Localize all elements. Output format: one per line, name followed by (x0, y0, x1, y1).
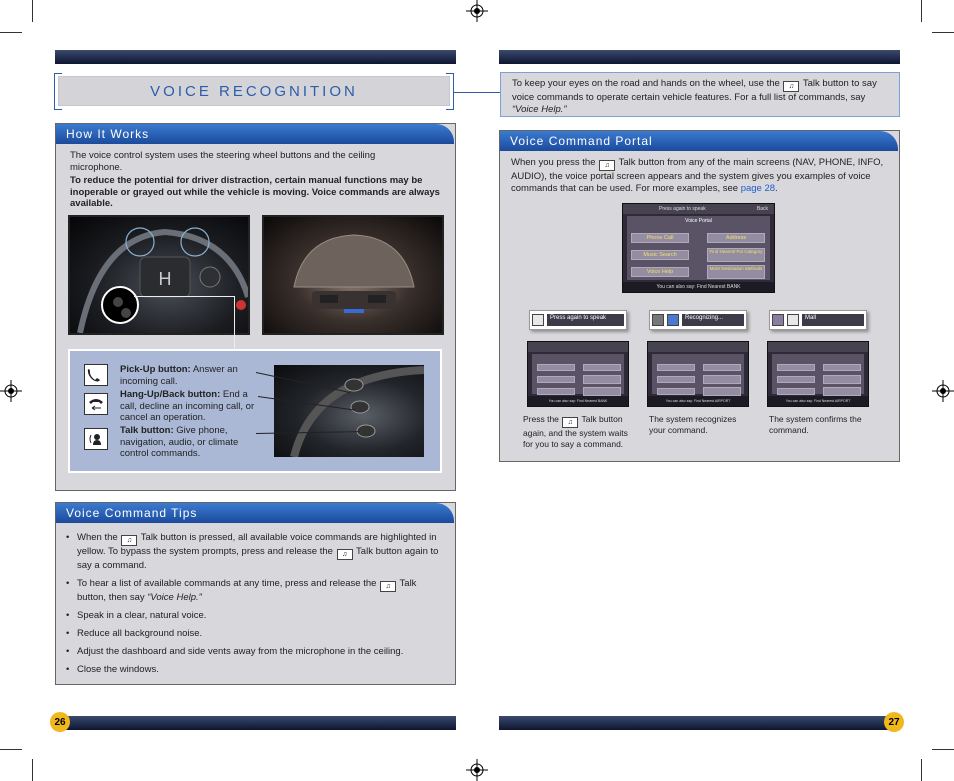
talk-label: Talk button: (120, 425, 174, 436)
page-number-left: 26 (50, 712, 70, 732)
connector-line (454, 92, 500, 93)
voice-option (583, 364, 621, 371)
pick-up-label: Pick-Up button: (120, 364, 191, 375)
intro-text-part: Talk button to say voice commands to operate certain vehicle features. For a full list of commands, say (512, 78, 877, 103)
voice-option (823, 364, 861, 371)
portal-text: When you press the (511, 157, 596, 168)
screen-footer: You can also say: Find Nearest BANK (623, 282, 774, 292)
list-item: • Adjust the dashboard and side vents away from the microphone in the ceiling. (66, 646, 444, 658)
screen-header (623, 204, 774, 214)
voice-option (583, 375, 621, 384)
pick-up-description (120, 364, 255, 387)
talk-description (120, 425, 256, 460)
crop-mark (932, 32, 954, 33)
voice-command-tips-tab: Voice Command Tips (56, 503, 454, 523)
crop-mark (32, 759, 33, 781)
voice-option (823, 387, 861, 396)
hint-bar (649, 310, 747, 330)
talk-icon (532, 314, 544, 326)
caption-text: Talk button again, and the system waits for you to say a command. (523, 414, 628, 449)
hang-up-label: Hang-Up/Back button: (120, 389, 221, 400)
pick-up-button-icon (84, 364, 108, 386)
intro-box (500, 72, 900, 117)
pick-up-phone-icon (87, 367, 105, 383)
voice-option (777, 364, 815, 371)
list-item: • Reduce all background noise. (66, 628, 444, 640)
steering-wheel-illustration (70, 217, 248, 333)
voice-option[interactable]: Phone Call (631, 233, 689, 243)
registration-mark-icon (0, 380, 22, 402)
screen-title: Voice Portal (685, 218, 712, 224)
header-bar-right (499, 50, 900, 64)
portal-text: Talk button from any of the main screens (NAV, PHONE, INFO, AUDIO), the voice portal screen appears and the system gives you examples of voice commands that can be used. For more examples, see (511, 157, 884, 194)
tip-quote: “Voice Help.” (147, 592, 202, 603)
hang-up-description (120, 389, 258, 424)
hang-up-back-icon (87, 396, 105, 412)
registration-mark-icon (466, 759, 488, 781)
hint-bar (529, 310, 627, 330)
step-screen (647, 341, 749, 407)
list-item: • Speak in a clear, natural voice. (66, 610, 444, 622)
list-item (66, 532, 444, 572)
tip-text: Talk button again to say a command. (77, 546, 439, 571)
tip-text: When the (77, 532, 118, 543)
registration-mark-icon (466, 0, 488, 22)
voice-option (537, 364, 575, 371)
steering-buttons-callout (68, 349, 442, 473)
crop-mark (0, 749, 22, 750)
intro-quote: “Voice Help.” (512, 103, 567, 115)
crop-mark (932, 749, 954, 750)
how-it-works-paragraph: The voice control system uses the steering wheel buttons and the ceiling microphone. (70, 150, 376, 173)
list-item (66, 578, 444, 604)
screen-body (627, 216, 770, 280)
crop-mark (32, 0, 33, 22)
talk-icon: ♫ (380, 581, 396, 592)
voice-command-portal-tab: Voice Command Portal (500, 131, 898, 151)
hint-field: Mall (802, 314, 864, 326)
talk-icon (87, 431, 105, 447)
tip-text: Talk button is pressed, all available voice commands are highlighted in yellow. To bypass the system prompts, press and release the (77, 532, 437, 557)
crop-mark (921, 759, 922, 781)
step-caption: The system recognizes your command. (649, 414, 737, 435)
voice-option (657, 388, 695, 395)
intro-text-part: To keep your eyes on the road and hands on the wheel, use the (512, 78, 780, 89)
screen-body (652, 354, 744, 394)
overhead-console-illustration (264, 217, 442, 333)
voice-option (777, 376, 815, 383)
hint-bar (769, 310, 867, 330)
step-screen (527, 341, 629, 407)
page-title: VOICE RECOGNITION (150, 83, 358, 100)
page-28-link[interactable]: page 28 (740, 182, 776, 194)
ceiling-microphone-photo (262, 215, 444, 335)
step-caption: The system confirms the command. (769, 414, 862, 435)
steering-wheel-photo (68, 215, 250, 335)
screen-footer: You can also say: Find Nearest AIRPORT (648, 396, 748, 406)
crop-mark (921, 0, 922, 22)
voice-option (703, 364, 741, 371)
talk-text: Give phone, navigation, audio, or climate control commands. (120, 425, 239, 459)
voice-option (823, 375, 861, 384)
header-bar-left (55, 50, 456, 64)
voice-option[interactable]: More Destination Methods (707, 265, 765, 279)
registration-mark-icon (932, 380, 954, 402)
callout-leader-line (134, 296, 234, 297)
svg-text:H: H (158, 269, 172, 289)
page-number-right: 27 (884, 712, 904, 732)
screen-prompt: again to speak (673, 206, 706, 212)
intro-text (512, 78, 892, 115)
screen-header (528, 342, 628, 352)
screen-body (532, 354, 624, 394)
how-it-works-tab: How It Works (56, 124, 454, 144)
screen-footer: You can also say: Find Nearest BANK (528, 396, 628, 406)
screen-back-button[interactable]: Back (756, 206, 768, 212)
screen-header (768, 342, 868, 352)
steering-buttons-photo (274, 365, 424, 457)
voice-option (703, 375, 741, 384)
voice-option[interactable]: Find Nearest Poi Category (707, 248, 765, 262)
tips-list (66, 532, 444, 682)
hint-square (772, 314, 784, 326)
voice-option[interactable]: Voice Help (631, 267, 689, 277)
voice-option (537, 376, 575, 383)
talk-icon: ♫ (337, 549, 353, 560)
pick-up-text: Answer an incoming call. (120, 364, 238, 387)
list-item: • Close the windows. (66, 664, 444, 676)
footer-bar-right (499, 716, 900, 730)
section-title-box (58, 76, 450, 106)
voice-option[interactable]: Address (707, 233, 765, 243)
hint-field: Press again to speak (547, 314, 624, 326)
step-caption (523, 414, 633, 449)
footer-bar-left (55, 716, 456, 730)
voice-option (657, 364, 695, 371)
talk-icon (787, 314, 799, 326)
portal-text: . (775, 182, 778, 194)
screen-body (772, 354, 864, 394)
hang-up-text: End a call, decline an incoming call, or cancel an operation. (120, 389, 255, 423)
voice-option (657, 376, 695, 383)
voice-option (703, 387, 741, 396)
screen-prompt: Press (659, 206, 672, 212)
voice-portal-screen (622, 203, 775, 293)
hang-up-button-icon (84, 393, 108, 415)
voice-option[interactable]: Music Search (631, 250, 689, 260)
portal-paragraph (511, 157, 891, 194)
caption-text: Press the (523, 414, 559, 424)
voice-option (583, 387, 621, 396)
hint-square (652, 314, 664, 326)
steering-buttons-illustration (274, 365, 424, 457)
crop-mark (0, 32, 22, 33)
voice-command-portal-panel (499, 130, 900, 462)
talk-icon (667, 314, 679, 326)
screen-footer: You can also say: Find Nearest AIRPORT (768, 396, 868, 406)
voice-option (777, 388, 815, 395)
hint-field: Recognizing... (682, 314, 744, 326)
talk-icon: ♫ (121, 535, 137, 546)
voice-option (537, 388, 575, 395)
screen-header (648, 342, 748, 352)
talk-icon: ♫ (783, 81, 799, 92)
distraction-warning: To reduce the potential for driver distraction, certain manual functions may be inoperable or grayed out while the vehicle is moving. Voice commands are always available. (70, 175, 440, 209)
step-screen (767, 341, 869, 407)
tip-text: To hear a list of available commands at any time, press and release the (77, 578, 377, 589)
talk-icon: ♫ (562, 417, 578, 428)
talk-icon: ♫ (599, 160, 615, 171)
talk-button-icon (84, 428, 108, 450)
tip-text: Talk button, then say (77, 578, 417, 603)
callout-leader-line (234, 296, 235, 349)
